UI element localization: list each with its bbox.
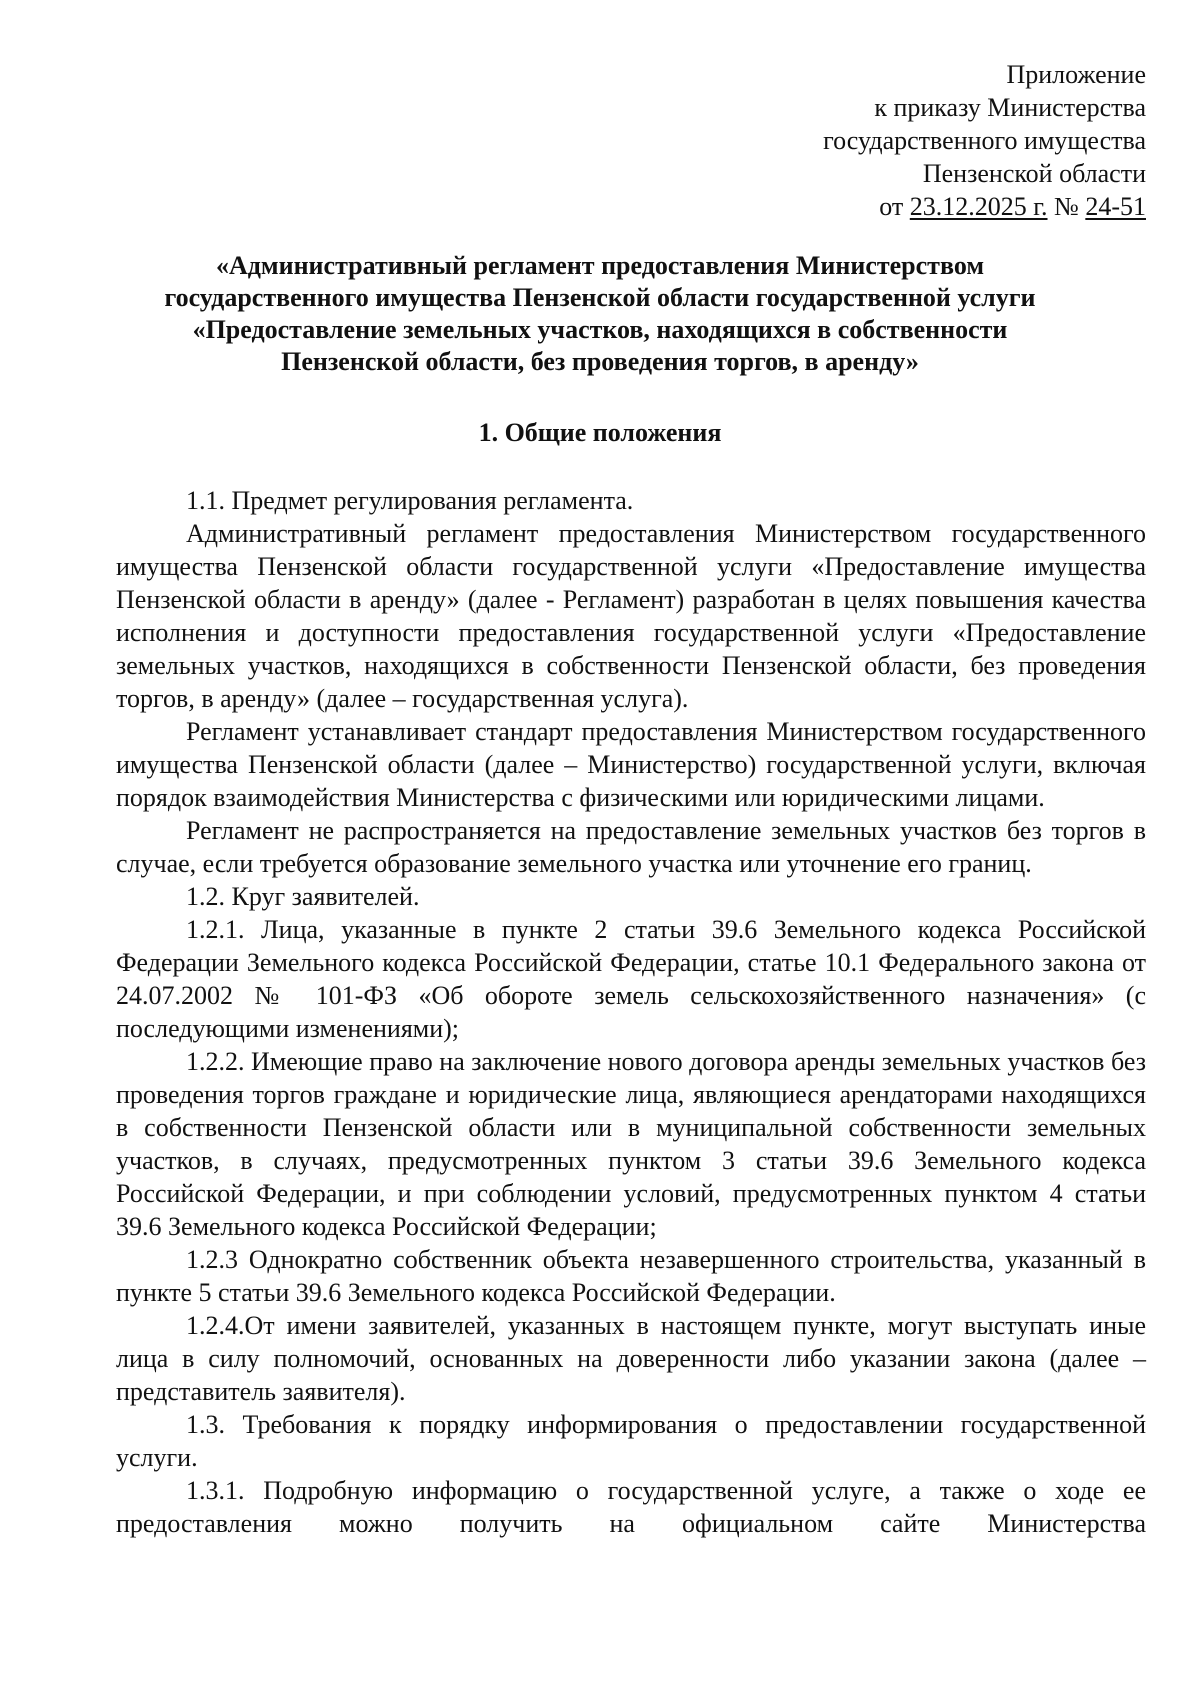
title-line: Пензенской области, без проведения торгов, в аренду» [281,347,919,376]
appendix-line: государственного имущества [823,126,1146,155]
document-body [116,484,1146,1540]
order-date: 23.12.2025 г. [909,192,1048,221]
appendix-line: Пензенской области [922,159,1146,188]
paragraph-applicants-heading: 1.2. Круг заявителей. [186,882,420,911]
appendix-line: Приложение [1006,60,1146,89]
paragraph-1-2-2: 1.2.2. Имеющие право на заключение нового договора аренды земельных участков без проведения торгов граждане и юридические лица, являющиеся арендаторами находящихся в собственности Пензенской области или в муниципальной собственности земельных участков, в случаях, предусмотренных пунктом 3 статьи 39.6 Земельного кодекса Российской Федерации, и при соблюдении условий, предусмотренных пунктом 4 статьи 39.6 Земельного кодекса Российской Федерации; [116,1047,1146,1241]
paragraph-1-2-4: 1.2.4.От имени заявителей, указанных в настоящем пункте, могут выступать иные лица в силу полномочий, основанных на доверенности либо указании закона (далее – представитель заявителя). [116,1311,1146,1406]
order-number: 24-51 [1085,192,1146,221]
date-prefix: от [879,192,910,221]
paragraph-1-2-1: 1.2.1. Лица, указанные в пункте 2 статьи 39.6 Земельного кодекса Российской Федерации Земельного кодекса Российской Федерации, статье 10.1 Федерального закона от 24.07.2002 № 101-ФЗ «Об обороте земель сельскохозяйственного назначения» (с последующими изменениями); [116,915,1146,1043]
paragraph-subject: 1.1. Предмет регулирования регламента. [186,486,634,515]
paragraph-scope: Регламент не распространяется на предоставление земельных участков без торгов в случае, если требуется образование земельного участка или уточнение его границ. [116,816,1146,878]
appendix-block [600,58,1146,223]
appendix-date-line [600,190,1146,223]
title-line: «Административный регламент предоставления Министерством [215,251,985,280]
title-line: государственного имущества Пензенской области государственной услуги [164,283,1036,312]
paragraph-purpose: Административный регламент предоставления Министерством государственного имущества Пензенской области государственной услуги «Предоставление имущества Пензенской области в аренду» (далее - Регламент) разработан в целях повышения качества исполнения и доступности предоставления государственной услуги «Предоставление земельных участков, находящихся в собственности Пензенской области, без проведения торгов, в аренду» (далее – государственная услуга). [116,519,1146,713]
document-title [110,250,1090,378]
title-line: «Предоставление земельных участков, находящихся в собственности [192,315,1008,344]
paragraph-standard: Регламент устанавливает стандарт предоставления Министерством государственного имущества Пензенской области (далее – Министерство) государственной услуги, включая порядок взаимодействия Министерства с физическими или юридическими лицами. [116,717,1146,812]
appendix-line: к приказу Министерства [874,93,1146,122]
section-heading: 1. Общие положения [478,418,722,447]
paragraph-1-3-1: 1.3.1. Подробную информацию о государственной услуге, а также о ходе ее предоставления можно получить на официальном сайте Министерства [116,1476,1146,1538]
paragraph-1-2-3: 1.2.3 Однократно собственник объекта незавершенного строительства, указанный в пункте 5 статьи 39.6 Земельного кодекса Российской Федерации. [116,1245,1146,1307]
paragraph-1-3: 1.3. Требования к порядку информирования о предоставлении государственной услуги. [116,1410,1146,1472]
number-prefix: № [1047,192,1086,221]
